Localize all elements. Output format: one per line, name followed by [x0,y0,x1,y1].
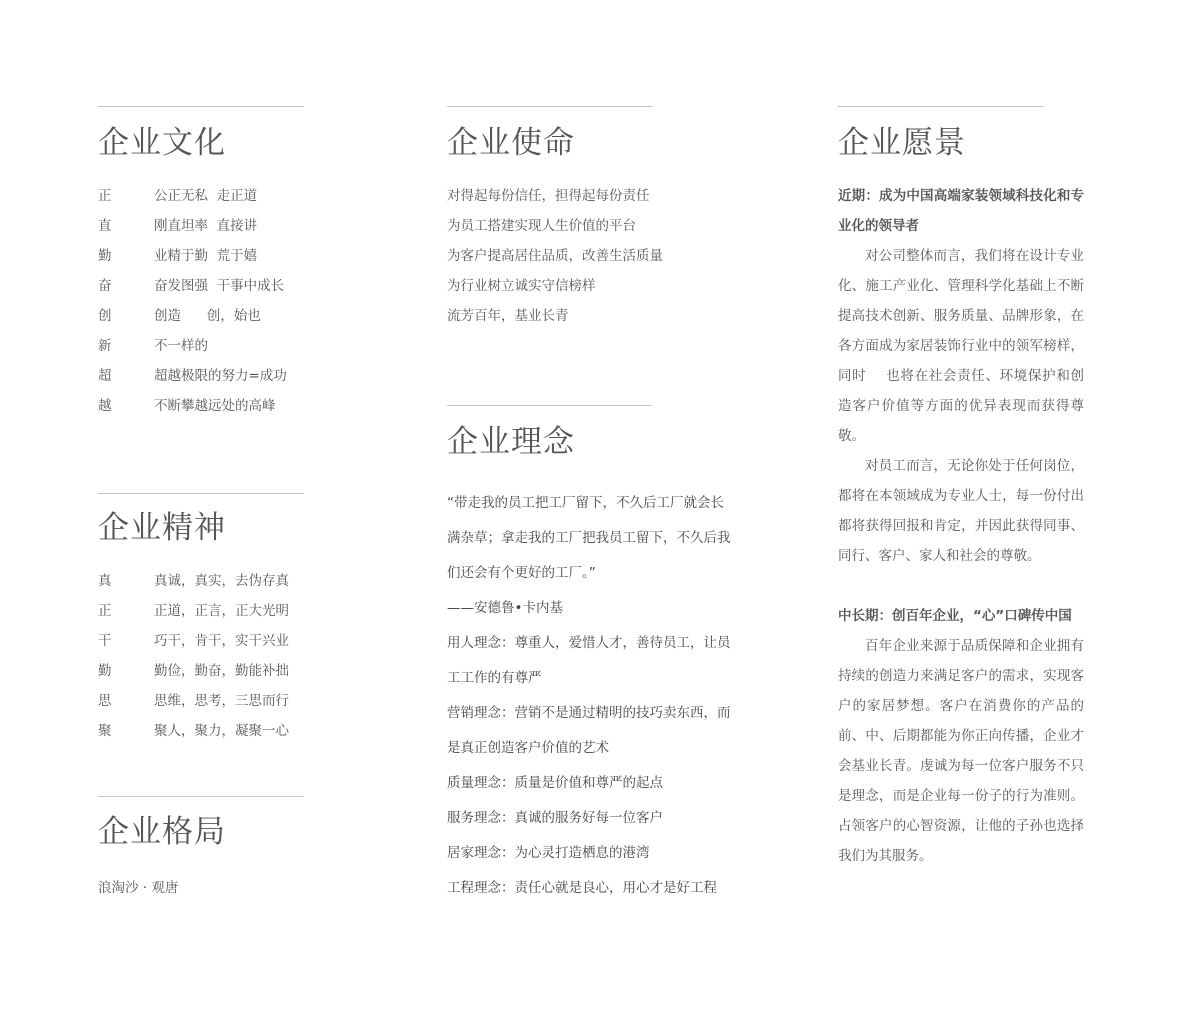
culture-item-key: 勤 [98,248,112,264]
culture-item-key: 正 [98,188,112,204]
idea-item: 用人理念：尊重人，爱惜人才，善待员工，让员工工作的有尊严 [447,635,731,686]
spirit-item [98,656,289,686]
culture-item-value: 不断攀越远处的高峰 [154,398,276,414]
idea-title: 企业理念 [447,424,575,460]
idea-item: 服务理念：真诚的服务好每一位客户 [447,810,663,826]
idea-attribution: ——安德鲁•卡内基 [447,600,563,616]
culture-item-value: 业精于勤 荒于嬉 [154,248,258,264]
culture-item-key: 创 [98,308,112,324]
vision-near-heading: 近期：成为中国高端家装领域科技化和专业化的领导者 [838,188,1084,234]
idea-quote: “带走我的员工把工厂留下，不久后工厂就会长满杂草；拿走我的工厂把我员工留下，不久后我们还会有个更好的工厂。” [447,495,731,581]
idea-item: 居家理念：为心灵打造栖息的港湾 [447,845,650,861]
culture-item [98,271,287,301]
mission-line: 为客户提高居住品质，改善生活质量 [447,248,663,264]
vision-spacer [838,571,1084,601]
culture-item-key: 奋 [98,278,112,294]
vision-near-paragraph: 对员工而言，无论你处于任何岗位，都将在本领域成为专业人士，每一份付出都将获得回报和肯定，并因此获得同事、同行、客户、家人和社会的尊敬。 [838,458,1084,564]
spirit-item [98,716,289,746]
idea-text [447,486,732,906]
culture-item [98,181,287,211]
idea-item: 营销理念：营销不是通过精明的技巧卖东西，而是真正创造客户价值的艺术 [447,705,731,756]
spirit-item-key: 正 [98,603,112,619]
mission-line: 为行业树立诚实守信榜样 [447,278,596,294]
culture-item-key: 新 [98,338,112,354]
culture-item-key: 超 [98,368,112,384]
idea-divider [447,405,652,406]
spirit-item-value: 正道，正言，正大光明 [154,603,289,619]
culture-item [98,211,287,241]
vision-long-heading: 中长期：创百年企业，“心”口碑传中国 [838,608,1072,624]
spirit-item-value: 巧干，肯干，实干兴业 [154,633,289,649]
vision-near-paragraph: 对公司整体而言，我们将在设计专业化、施工产业化、管理科学化基础上不断提高技术创新、服务质量、品牌形象，在各方面成为家居装饰行业中的领军榜样，同时 也将在社会责任、环境保护和创造客户价值等方面的优异表现而获得尊敬。 [838,248,1084,444]
spirit-item-value: 真诚，真实，去伪存真 [154,573,289,589]
spirit-item-key: 聚 [98,723,112,739]
mission-title: 企业使命 [447,125,575,161]
culture-item [98,361,287,391]
spirit-item-key: 干 [98,633,112,649]
culture-item-value: 超越极限的努力=成功 [154,368,287,384]
culture-item [98,301,287,331]
culture-item-key: 越 [98,398,112,414]
pattern-title: 企业格局 [98,814,226,850]
idea-item: 质量理念：质量是价值和尊严的起点 [447,775,663,791]
culture-item-value: 不一样的 [154,338,208,354]
spirit-list [98,566,289,746]
culture-item-value: 刚直坦率 直接讲 [154,218,258,234]
spirit-item-key: 勤 [98,663,112,679]
spirit-item-value: 思维，思考，三思而行 [154,693,289,709]
spirit-item-value: 勤俭，勤奋，勤能补拙 [154,663,289,679]
spirit-item [98,566,289,596]
vision-divider [838,106,1044,107]
spirit-title: 企业精神 [98,510,226,546]
culture-title: 企业文化 [98,125,226,161]
mission-line: 对得起每份信任，担得起每份责任 [447,188,650,204]
culture-item-value: 创造 创，始也 [154,308,261,324]
spirit-item-value: 聚人，聚力，凝聚一心 [154,723,289,739]
culture-item-value: 公正无私 走正道 [154,188,258,204]
spirit-divider [98,493,304,494]
spirit-item [98,626,289,656]
mission-line: 流芳百年，基业长青 [447,308,569,324]
spirit-item-key: 真 [98,573,112,589]
culture-divider [98,106,304,107]
mission-list [447,181,663,331]
mission-divider [447,106,653,107]
mission-line: 为员工搭建实现人生价值的平台 [447,218,636,234]
culture-item [98,331,287,361]
pattern-divider [98,796,304,797]
culture-list [98,181,287,421]
culture-item-value: 奋发图强 干事中成长 [154,278,285,294]
spirit-item [98,686,289,716]
culture-item [98,241,287,271]
spirit-item-key: 思 [98,693,112,709]
vision-long-paragraph: 百年企业来源于品质保障和企业拥有持续的创造力来满足客户的需求，实现客户的家居梦想。客户在消费你的产品的前、中、后期都能为你正向传播，企业才会基业长青。虔诚为每一位客户服务不只是理念，而是企业每一份子的行为准则。占领客户的心智资源，让他的子孙也选择我们为其服务。 [838,638,1084,864]
pattern-text: 浪淘沙 · 观唐 [98,880,179,896]
culture-item [98,391,287,421]
spirit-item [98,596,289,626]
vision-text [838,181,1084,871]
culture-item-key: 直 [98,218,112,234]
idea-item: 工程理念：责任心就是良心，用心才是好工程 [447,880,717,896]
vision-title: 企业愿景 [838,125,966,161]
